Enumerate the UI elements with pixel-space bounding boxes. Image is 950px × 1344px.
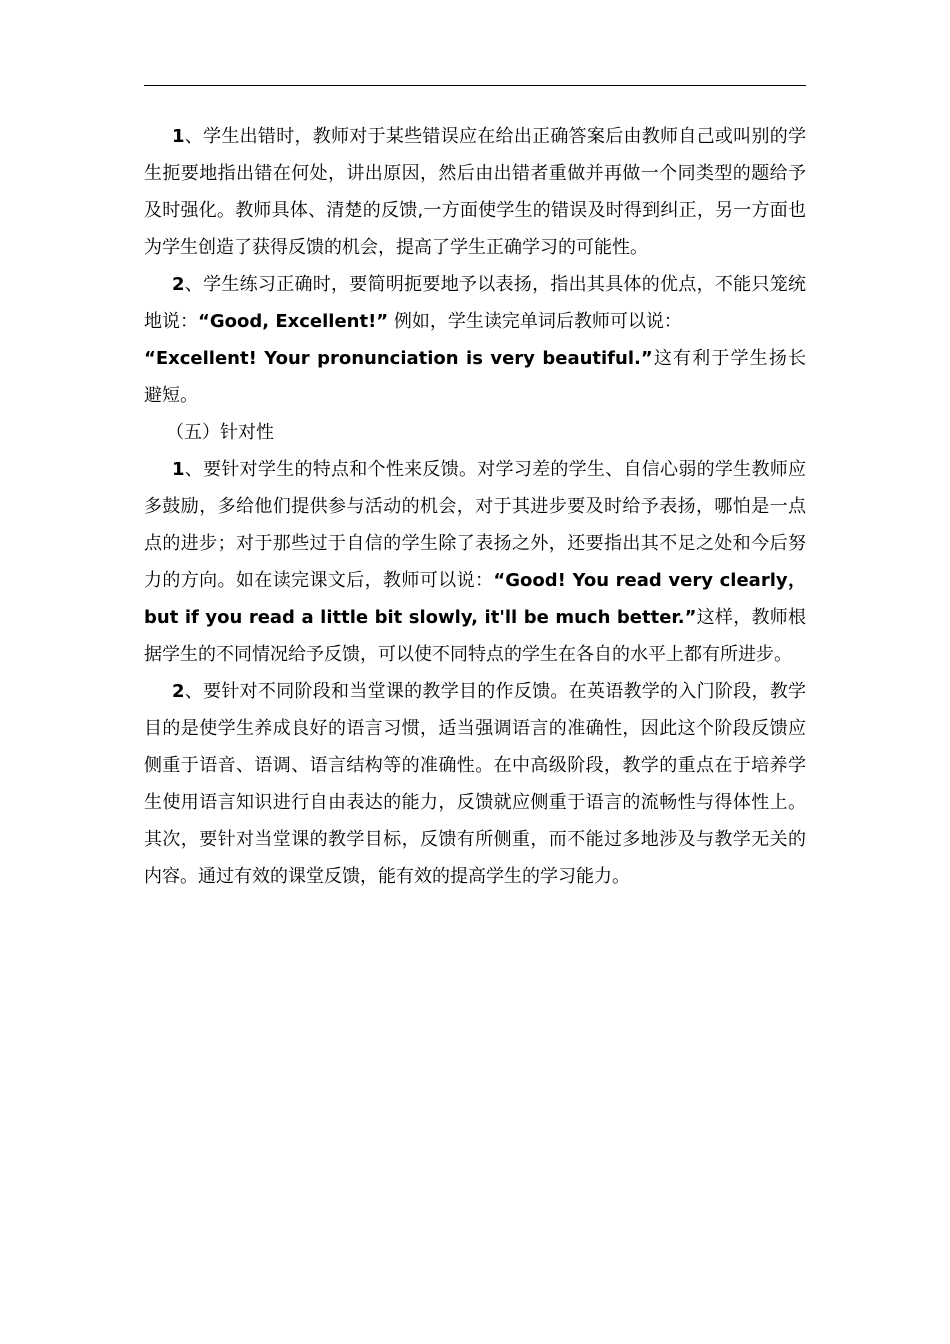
section-heading: （五）针对性: [166, 422, 274, 443]
paragraph-text: 、学生出错时，教师对于某些错误应在给出正确答案后由教师自己或叫别的学生扼要地指出错在何处，讲出原因，然后由出错者重做并再做一个同类型的题给予及时强化。教师具体、清楚的反馈,一方面使学生的错误及时得到纠正，另一方面也为学生创造了获得反馈的机会，提高了学生正确学习的可能性。: [144, 126, 806, 258]
english-quote: “Excellent! Your pronunciation is very beautiful.”: [144, 348, 653, 369]
paragraph-text: 这有利于学生扬长避短。: [144, 348, 807, 406]
paragraph-stage-feedback: [144, 673, 806, 895]
paragraph-text: 这样，教师根据学生的不同情况给予反馈，可以使不同特点的学生在各自的水平上都有所进步。: [144, 607, 806, 665]
paragraph-text: 、学生练习正确时，要简明扼要地予以表扬，指出其具体的优点，不能只笼统地说：: [144, 274, 806, 332]
paragraph-text: 例如，学生读完单词后教师可以说：: [388, 311, 682, 332]
paragraph-praise-feedback: [144, 266, 806, 340]
paragraph-text: 、要针对不同阶段和当堂课的教学目的作反馈。在英语教学的入门阶段，教学目的是使学生养成良好的语言习惯，适当强调语言的准确性，因此这个阶段反馈应侧重于语音、语调、语言结构等的准确性。在中高级阶段，教学的重点在于培养学生使用语言知识进行自由表达的能力，反馈就应侧重于语言的流畅性与得体性上。其次，要针对当堂课的教学目标，反馈有所侧重，而不能过多地涉及与教学无关的内容。通过有效的课堂反馈，能有效的提高学生的学习能力。: [144, 681, 806, 887]
english-quote: “Good, Excellent!”: [198, 311, 389, 332]
item-number: 2: [172, 681, 185, 702]
paragraph-individual-feedback: [144, 451, 806, 673]
item-number: 1: [172, 459, 185, 480]
paragraph-error-feedback: [144, 118, 806, 266]
paragraph-text: 、要针对学生的特点和个性来反馈。对学习差的学生、自信心弱的学生教师应多鼓励，多给他们提供参与活动的机会，对于其进步要及时给予表扬，哪怕是一点点的进步；对于那些过于自信的学生除了表扬之外，还要指出其不足之处和今后努力的方向。如在读完课文后，教师可以说：: [144, 459, 806, 591]
paragraph-praise-example: [144, 340, 806, 414]
item-number: 2: [172, 274, 185, 295]
item-number: 1: [172, 126, 185, 147]
english-quote: “Good! You read very clearly，but if you read a little bit slowly, it'll be much better.”: [144, 570, 806, 628]
document-body: [144, 118, 806, 895]
header-rule: [144, 85, 806, 86]
